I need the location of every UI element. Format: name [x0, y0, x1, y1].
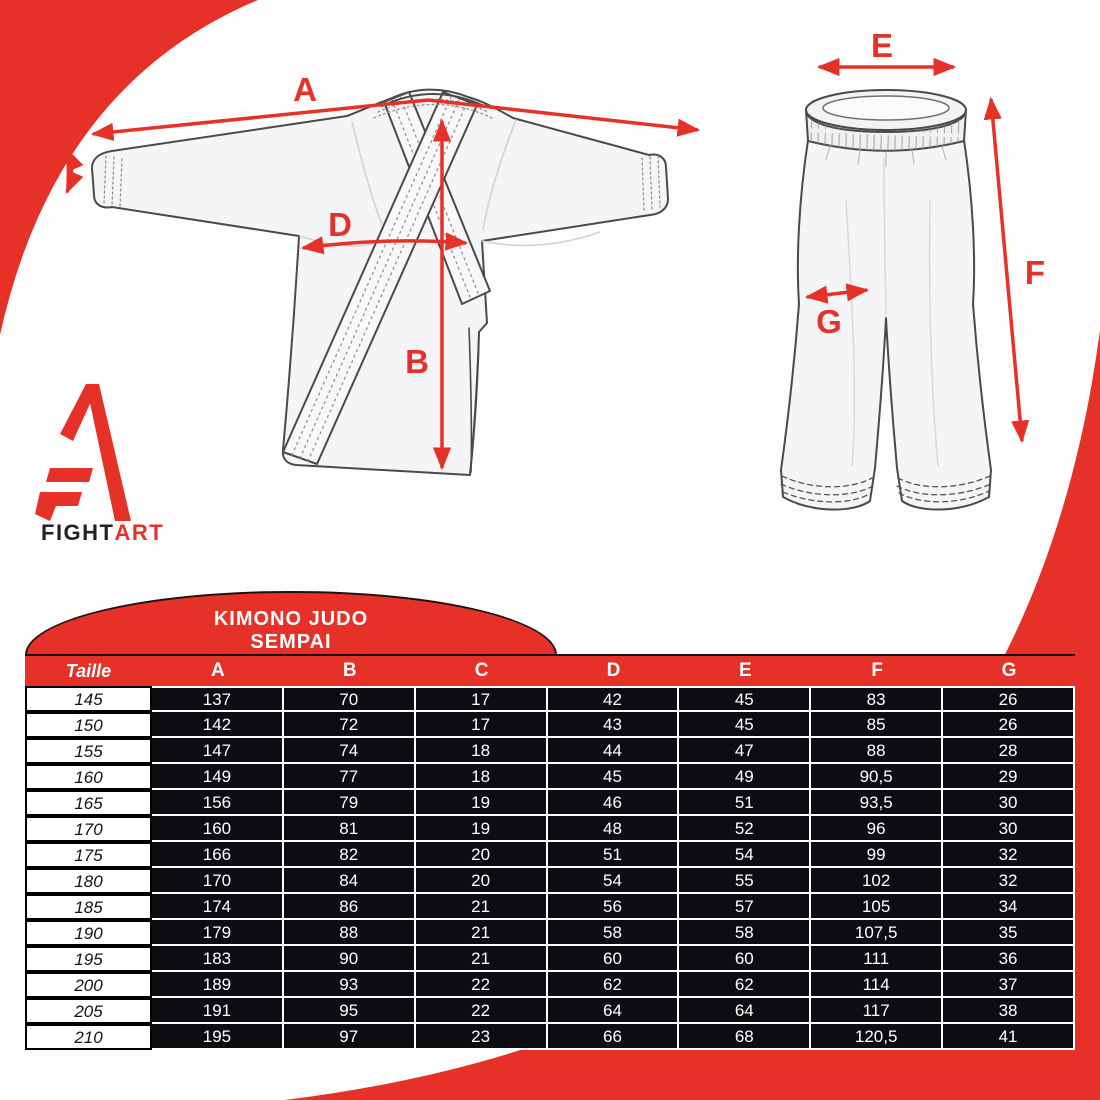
table-row — [25, 972, 1075, 998]
size-table-header — [25, 654, 1075, 686]
table-row — [25, 738, 1075, 764]
measure-arrow-f — [991, 99, 1022, 441]
cell-size-label: 205 — [25, 998, 152, 1024]
brand-name-art: ART — [114, 520, 165, 545]
cell-size-label: 150 — [25, 712, 152, 738]
cell-measure-value: 55 — [679, 868, 811, 894]
cell-measure-value: 19 — [416, 816, 548, 842]
cell-measure-value: 44 — [548, 738, 680, 764]
table-row — [25, 712, 1075, 738]
cell-measure-value: 142 — [152, 712, 284, 738]
cell-measure-value: 26 — [943, 686, 1075, 712]
cell-measure-value: 96 — [811, 816, 943, 842]
cell-measure-value: 147 — [152, 738, 284, 764]
cell-measure-value: 77 — [284, 764, 416, 790]
cell-measure-value: 22 — [416, 998, 548, 1024]
cell-measure-value: 72 — [284, 712, 416, 738]
cell-measure-value: 97 — [284, 1024, 416, 1050]
cell-size-label: 200 — [25, 972, 152, 998]
brand-name-fight: FIGHT — [41, 520, 115, 545]
table-row — [25, 894, 1075, 920]
cell-size-label: 190 — [25, 920, 152, 946]
measure-label-f: F — [1024, 254, 1046, 291]
cell-measure-value: 170 — [152, 868, 284, 894]
cell-measure-value: 52 — [679, 816, 811, 842]
cell-size-label: 180 — [25, 868, 152, 894]
cell-measure-value: 83 — [811, 686, 943, 712]
measure-label-a: A — [293, 71, 317, 108]
cell-measure-value: 81 — [284, 816, 416, 842]
cell-measure-value: 156 — [152, 790, 284, 816]
cell-measure-value: 17 — [416, 686, 548, 712]
cell-measure-value: 20 — [416, 868, 548, 894]
cell-measure-value: 102 — [811, 868, 943, 894]
cell-measure-value: 95 — [284, 998, 416, 1024]
column-header-measure: F — [811, 654, 943, 686]
cell-measure-value: 18 — [416, 764, 548, 790]
cell-measure-value: 28 — [943, 738, 1075, 764]
cell-size-label: 185 — [25, 894, 152, 920]
cell-measure-value: 191 — [152, 998, 284, 1024]
cell-measure-value: 90 — [284, 946, 416, 972]
cell-measure-value: 120,5 — [811, 1024, 943, 1050]
column-header-measure: A — [152, 654, 284, 686]
cell-measure-value: 179 — [152, 920, 284, 946]
cell-measure-value: 93,5 — [811, 790, 943, 816]
column-header-measure: B — [284, 654, 416, 686]
cell-measure-value: 43 — [548, 712, 680, 738]
table-row — [25, 868, 1075, 894]
cell-measure-value: 21 — [416, 946, 548, 972]
cell-measure-value: 34 — [943, 894, 1075, 920]
cell-measure-value: 82 — [284, 842, 416, 868]
cell-size-label: 195 — [25, 946, 152, 972]
cell-measure-value: 35 — [943, 920, 1075, 946]
column-header-measure: C — [416, 654, 548, 686]
table-row — [25, 920, 1075, 946]
cell-measure-value: 36 — [943, 946, 1075, 972]
cell-measure-value: 160 — [152, 816, 284, 842]
cell-measure-value: 189 — [152, 972, 284, 998]
cell-measure-value: 99 — [811, 842, 943, 868]
column-header-measure: G — [943, 654, 1075, 686]
cell-measure-value: 38 — [943, 998, 1075, 1024]
cell-measure-value: 49 — [679, 764, 811, 790]
cell-measure-value: 46 — [548, 790, 680, 816]
table-row — [25, 998, 1075, 1024]
cell-measure-value: 26 — [943, 712, 1075, 738]
cell-measure-value: 23 — [416, 1024, 548, 1050]
table-row — [25, 764, 1075, 790]
cell-measure-value: 57 — [679, 894, 811, 920]
cell-measure-value: 56 — [548, 894, 680, 920]
table-row — [25, 1024, 1075, 1050]
cell-measure-value: 30 — [943, 790, 1075, 816]
measure-label-e: E — [870, 27, 894, 64]
measure-arrow-c — [67, 150, 72, 192]
measure-label-g: G — [816, 303, 842, 340]
cell-measure-value: 62 — [679, 972, 811, 998]
size-table — [25, 654, 1075, 1050]
column-header-measure: D — [548, 654, 680, 686]
cell-measure-value: 29 — [943, 764, 1075, 790]
cell-measure-value: 45 — [548, 764, 680, 790]
cell-size-label: 165 — [25, 790, 152, 816]
cell-measure-value: 37 — [943, 972, 1075, 998]
cell-measure-value: 66 — [548, 1024, 680, 1050]
table-row — [25, 686, 1075, 712]
cell-measure-value: 54 — [548, 868, 680, 894]
cell-measure-value: 60 — [548, 946, 680, 972]
cell-size-label: 160 — [25, 764, 152, 790]
cell-measure-value: 60 — [679, 946, 811, 972]
cell-size-label: 170 — [25, 816, 152, 842]
cell-size-label: 145 — [25, 686, 152, 712]
cell-measure-value: 88 — [284, 920, 416, 946]
cell-measure-value: 42 — [548, 686, 680, 712]
cell-measure-value: 84 — [284, 868, 416, 894]
table-row — [25, 816, 1075, 842]
cell-measure-value: 70 — [284, 686, 416, 712]
table-title-line2: SEMPAI — [250, 631, 332, 653]
cell-measure-value: 45 — [679, 686, 811, 712]
cell-measure-value: 166 — [152, 842, 284, 868]
cell-measure-value: 105 — [811, 894, 943, 920]
cell-measure-value: 58 — [548, 920, 680, 946]
column-header-measure: E — [679, 654, 811, 686]
cell-measure-value: 74 — [284, 738, 416, 764]
cell-measure-value: 107,5 — [811, 920, 943, 946]
cell-measure-value: 79 — [284, 790, 416, 816]
cell-measure-value: 54 — [679, 842, 811, 868]
cell-measure-value: 117 — [811, 998, 943, 1024]
cell-size-label: 175 — [25, 842, 152, 868]
cell-measure-value: 88 — [811, 738, 943, 764]
cell-measure-value: 21 — [416, 920, 548, 946]
cell-measure-value: 149 — [152, 764, 284, 790]
brand-logo-mark — [35, 384, 131, 521]
cell-measure-value: 47 — [679, 738, 811, 764]
jacket-illustration — [92, 90, 668, 475]
cell-measure-value: 85 — [811, 712, 943, 738]
cell-measure-value: 51 — [679, 790, 811, 816]
measure-label-b: B — [405, 343, 429, 380]
cell-measure-value: 32 — [943, 868, 1075, 894]
cell-measure-value: 195 — [152, 1024, 284, 1050]
brand-wordmark — [41, 520, 164, 546]
measure-label-c: C — [25, 153, 49, 190]
measure-label-d: D — [328, 206, 352, 243]
cell-size-label: 210 — [25, 1024, 152, 1050]
cell-measure-value: 20 — [416, 842, 548, 868]
cell-measure-value: 17 — [416, 712, 548, 738]
cell-measure-value: 64 — [679, 998, 811, 1024]
cell-measure-value: 62 — [548, 972, 680, 998]
table-title-line1: KIMONO JUDO — [213, 608, 369, 630]
pants-illustration — [781, 90, 991, 510]
column-header-size: Taille — [25, 654, 152, 686]
cell-measure-value: 90,5 — [811, 764, 943, 790]
cell-measure-value: 93 — [284, 972, 416, 998]
cell-measure-value: 64 — [548, 998, 680, 1024]
cell-measure-value: 174 — [152, 894, 284, 920]
cell-measure-value: 68 — [679, 1024, 811, 1050]
cell-measure-value: 30 — [943, 816, 1075, 842]
cell-size-label: 155 — [25, 738, 152, 764]
cell-measure-value: 111 — [811, 946, 943, 972]
cell-measure-value: 21 — [416, 894, 548, 920]
cell-measure-value: 137 — [152, 686, 284, 712]
table-row — [25, 790, 1075, 816]
cell-measure-value: 58 — [679, 920, 811, 946]
cell-measure-value: 183 — [152, 946, 284, 972]
cell-measure-value: 86 — [284, 894, 416, 920]
cell-measure-value: 114 — [811, 972, 943, 998]
cell-measure-value: 51 — [548, 842, 680, 868]
cell-measure-value: 22 — [416, 972, 548, 998]
cell-measure-value: 19 — [416, 790, 548, 816]
cell-measure-value: 18 — [416, 738, 548, 764]
table-row — [25, 946, 1075, 972]
cell-measure-value: 48 — [548, 816, 680, 842]
cell-measure-value: 41 — [943, 1024, 1075, 1050]
cell-measure-value: 45 — [679, 712, 811, 738]
cell-measure-value: 32 — [943, 842, 1075, 868]
table-row — [25, 842, 1075, 868]
